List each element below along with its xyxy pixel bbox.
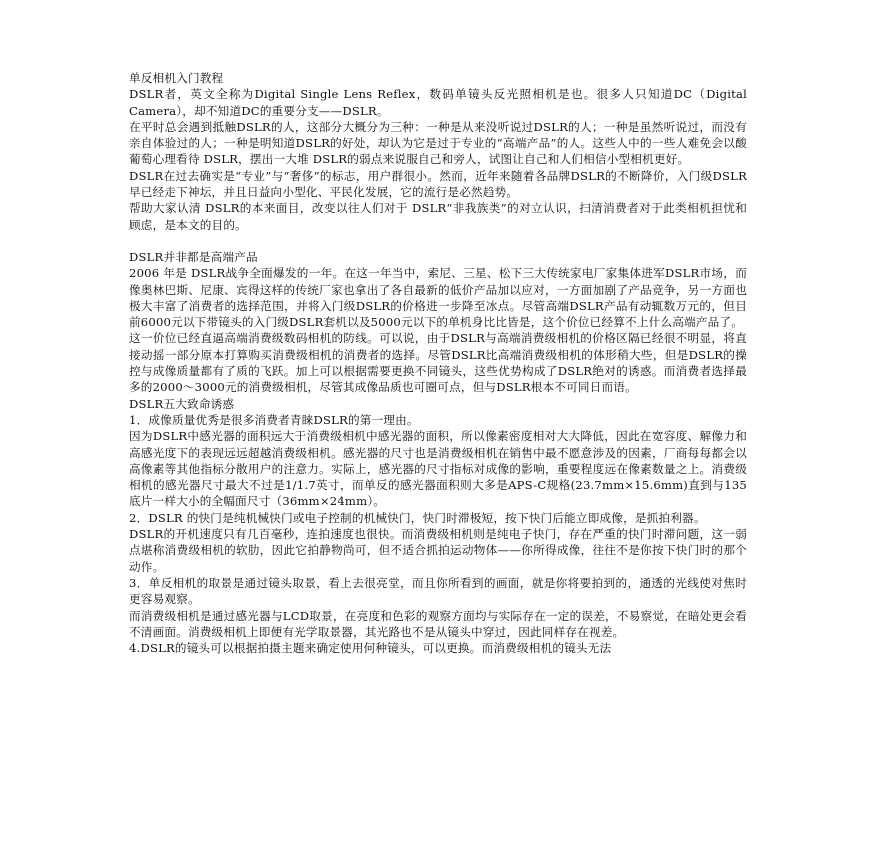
list-item: 3．单反相机的取景是通过镜头取景，看上去很亮堂，而且你所看到的画面，就是你将要拍到的，通透的光线使对焦时更容易观察。: [129, 575, 747, 607]
intro-paragraph: DSLR在过去确实是“专业”与“奢侈”的标志，用户群很小。然而，近年来随着各品牌DSLR的不断降价，入门级DSLR早已经走下神坛，并且日益向小型化、平民化发展，它的流行是必然趋势。: [129, 168, 747, 200]
section-paragraph: 2006 年是 DSLR战争全面爆发的一年。在这一年当中，索尼、三星、松下三大传统家电厂家集体进军DSLR市场，而像奥林巴斯、尼康、宾得这样的传统厂家也拿出了各自最新的低价产品加以应对，一方面加剧了产品竞争，另一方面也极大丰富了消费者的选择范围，并将入门级DSLR的价格进一步降至冰点。尽管高端DSLR产品有动辄数万元的，但目前6000元以下带镜头的入门级DSLR套机以及5000元以下的单机身比比皆是，这个价位已经算不上什么高端产品了。: [129, 266, 747, 330]
paragraph-spacer: [129, 233, 747, 249]
section-paragraph: DSLR的开机速度只有几百毫秒，连拍速度也很快。而消费级相机则是纯电子快门，存在严重的快门时滞问题，这一弱点堪称消费级相机的软肋，因此它拍静物尚可，但不适合抓拍运动物体——你所得成像，往往不是你按下快门时的那个动作。: [129, 527, 747, 574]
list-item: 4.DSLR的镜头可以根据拍摄主题来确定使用何种镜头，可以更换。而消费级相机的镜头无法: [129, 641, 612, 656]
list-item: 1．成像质量优秀是很多消费者青睐DSLR的第一理由。: [129, 412, 419, 427]
section-paragraph: 这一价位已经直逼高端消费级数码相机的防线。可以说，由于DSLR与高端消费级相机的价格区隔已经很不明显，将直接动摇一部分原本打算购买消费级相机的消费者的选择。尽管DSLR比高端消费级相机的体形稍大些，但是DSLR的操控与成像质量都有了质的飞跃。加上可以根据需要更换不同镜头，这些优势构成了DSLR绝对的诱惑。而消费者选择最多的2000～3000元的消费级相机，尽管其成像品质也可圈可点，但与DSLR根本不可同日而语。: [129, 331, 747, 395]
section-paragraph: 而消费级相机是通过感光器与LCD取景，在亮度和色彩的观察方面均与实际存在一定的误差，不易察觉，在暗处更会看不清画面。消费级相机上即便有光学取景器，其光路也不是从镜头中穿过，因此同样存在视差。: [129, 608, 747, 639]
document-title: 单反相机入门教程: [129, 71, 224, 85]
intro-paragraph: 帮助大家认清 DSLR的本来面目，改变以往人们对于 DSLR“非我族类”的对立认识，扫清消费者对于此类相机担忧和顾虑，是本文的目的。: [129, 201, 747, 232]
section-heading: DSLR并非都是高端产品: [129, 249, 258, 264]
section-heading: DSLR五大致命诱惑: [129, 396, 235, 411]
intro-paragraph: 在平时总会遇到抵触DSLR的人，这部分大概分为三种：一种是从来没听说过DSLR的人；一种是虽然听说过，而没有亲自体验过的人；一种是明知道DSLR的好处，却认为它是过于专业的“高端产品”的人。这些人中的一些人难免会以酸葡萄心理看待 DSLR，摆出一大堆 DSLR的弱点来说服自己和旁人，试图让自己和人们相信小型相机更好。: [129, 119, 747, 167]
document-body: [129, 70, 747, 656]
section-paragraph: 因为DSLR中感光器的面积远大于消费级相机中感光器的面积，所以像素密度相对大大降低，因此在宽容度、解像力和高感光度下的表现远远超越消费级相机。感光器的尺寸也是消费级相机在销售中最不愿意涉及的因素，厂商每每都会以高像素等其他指标分散用户的注意力。实际上，感光器的尺寸指标对成像的影响，重要程度远在像素数量之上。消费级相机的感光器尺寸最大不过是1/1.7英寸，而单反的感光器面积则大多是APS-C规格(23.7mm×15.6mm)直到与135底片一样大小的全幅面尺寸（36mm×24mm）。: [129, 429, 747, 509]
list-item: 2．DSLR 的快门是纯机械快门或电子控制的机械快门，快门时滞极短，按下快门后能立即成像，是抓拍利器。: [129, 510, 706, 525]
intro-paragraph: DSLR者，英文全称为Digital Single Lens Reflex，数码单镜头反光照相机是也。很多人只知道DC（Digital Camera），却不知道DC的重要分支——DSLR。: [129, 87, 747, 118]
